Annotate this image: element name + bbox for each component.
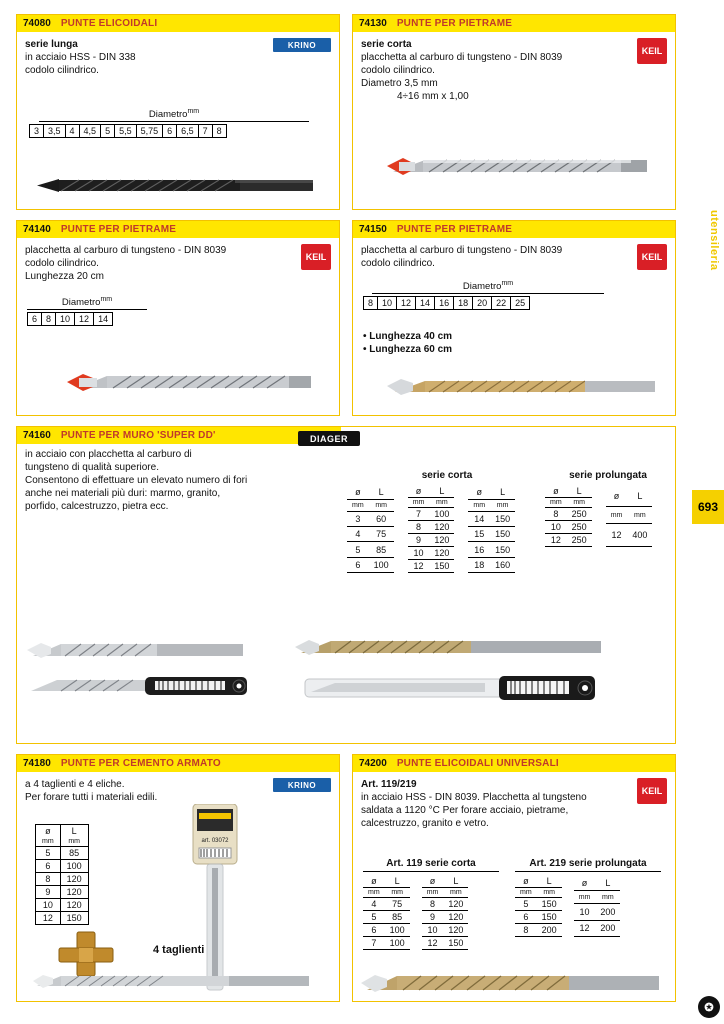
table-row: [36, 899, 89, 912]
box-body: [17, 238, 339, 415]
cell: 150: [537, 898, 562, 911]
cell: 120: [60, 886, 88, 899]
art219-group2: [574, 875, 621, 937]
product-code: 74130: [359, 18, 387, 29]
cell: 14: [468, 511, 490, 526]
table-header-row: [408, 485, 455, 498]
drill-bit-image: [361, 964, 661, 1004]
table-header-row: [468, 485, 515, 500]
box-header: [353, 755, 675, 772]
product-line-2: Consentono di effettuare un elevato numero di fori: [25, 475, 248, 486]
unit-length: mm: [627, 507, 652, 524]
page-number: 693: [692, 490, 724, 524]
product-line-2: codolo cilindrico.: [25, 65, 99, 76]
cell: 4,5: [79, 125, 101, 138]
unit-diameter: mm: [36, 837, 61, 847]
cell: 18: [454, 297, 473, 310]
cell: 3,5: [44, 125, 66, 138]
cell: 85: [369, 542, 394, 557]
cell: 120: [429, 521, 454, 534]
table-unit-row: [347, 500, 394, 512]
cell: 7: [363, 937, 385, 950]
drill-bit-image-4: [295, 669, 635, 709]
diameter-table: [29, 124, 227, 138]
cell: 8: [408, 521, 430, 534]
art119-group2: [422, 875, 469, 950]
product-line-1: codolo cilindrico.: [25, 258, 99, 269]
header-diameter: ø: [468, 485, 490, 500]
product-box-74150: [352, 220, 676, 416]
cell: 10: [574, 904, 596, 920]
cell: 3: [347, 511, 369, 526]
table-unit-row: [36, 837, 89, 847]
header-length: L: [385, 875, 410, 888]
cell: 250: [567, 508, 592, 521]
cell: 7: [408, 508, 430, 521]
cell: 5: [36, 847, 61, 860]
table-row: [363, 924, 410, 937]
unit-diameter: mm: [347, 500, 369, 512]
product-line-4: 4÷16 mm x 1,00: [397, 91, 469, 102]
cell: 75: [385, 898, 410, 911]
brand-logo-keil: KEIL: [637, 778, 667, 804]
cell: 10: [56, 313, 75, 326]
cell: 4: [363, 898, 385, 911]
unit-diameter: mm: [363, 888, 385, 898]
cell: 120: [60, 873, 88, 886]
drill-bit-image-1: [27, 634, 247, 670]
cell: 12: [408, 560, 430, 573]
art219-group1: [515, 875, 562, 937]
header-diameter: ø: [545, 485, 567, 498]
cell: 100: [429, 508, 454, 521]
table-row: [422, 911, 469, 924]
product-code: 74160: [23, 430, 51, 441]
header-diameter: ø: [408, 485, 430, 498]
cell: 3: [30, 125, 44, 138]
table-row: [363, 898, 410, 911]
unit-length: mm: [490, 500, 515, 512]
bullet-0: • Lunghezza 40 cm: [363, 331, 453, 342]
table-unit-row: [606, 507, 653, 524]
diameter-table: [27, 312, 113, 326]
cell: 150: [490, 527, 515, 542]
box-header: [17, 221, 339, 238]
cell: 15: [468, 527, 490, 542]
header-diameter: ø: [574, 875, 596, 891]
cell: 8: [422, 898, 444, 911]
diameter-table: [363, 296, 530, 310]
table-row: [28, 313, 113, 326]
drill-bit-image-2: [27, 669, 277, 707]
cell: 10: [422, 924, 444, 937]
cell: 85: [385, 911, 410, 924]
product-line-0: in acciaio HSS - DIN 8039. Placchetta al tungsteno: [361, 792, 587, 803]
table-unit-row: [574, 891, 621, 904]
side-bar: [692, 0, 724, 1024]
cell: 12: [545, 534, 567, 547]
header-diameter: ø: [515, 875, 537, 888]
cell: 150: [429, 560, 454, 573]
table-row: [36, 860, 89, 873]
unit-length: mm: [60, 837, 88, 847]
product-box-74200: [352, 754, 676, 1002]
table-row: [422, 937, 469, 950]
table-row: [363, 937, 410, 950]
cell: 85: [60, 847, 88, 860]
cell: 6: [363, 924, 385, 937]
product-code: 74200: [359, 758, 387, 769]
cell: 12: [397, 297, 416, 310]
table-row: [408, 521, 455, 534]
cell: 120: [443, 924, 468, 937]
cell: 12: [36, 912, 61, 925]
brand-logo-keil: KEIL: [637, 38, 667, 64]
table-title-art-219: Art. 219 serie prolungata: [515, 858, 661, 872]
cell: 10: [36, 899, 61, 912]
unit-diameter: mm: [606, 507, 628, 524]
product-line-0: placchetta al carburo di tungsteno - DIN 8039: [361, 245, 563, 256]
brand-logo-diager: DIAGER: [298, 431, 360, 446]
table-unit-row: [545, 498, 592, 508]
product-code: 74180: [23, 758, 51, 769]
header-length: L: [537, 875, 562, 888]
cell: 14: [94, 313, 113, 326]
serie-corta-group2: [408, 485, 455, 573]
cell: 100: [385, 937, 410, 950]
table-row: [574, 904, 621, 920]
unit-diameter: mm: [574, 891, 596, 904]
box-body: [17, 772, 339, 1001]
product-line-1: in acciaio HSS - DIN 338: [25, 52, 136, 63]
table-header-row: [545, 485, 592, 498]
drill-bit-image-3: [295, 629, 605, 669]
cell: 4: [347, 527, 369, 542]
cell: 12: [422, 937, 444, 950]
cell: 160: [490, 557, 515, 572]
unit-diameter: mm: [515, 888, 537, 898]
table-row: [347, 511, 394, 526]
table-row: [36, 873, 89, 886]
header-length: L: [627, 485, 652, 507]
cell: 6: [36, 860, 61, 873]
product-line-3: anche nei materiali più duri: marmo, granito,: [25, 488, 221, 499]
cell: 10: [545, 521, 567, 534]
cell: 150: [490, 542, 515, 557]
cell: 5: [515, 898, 537, 911]
unit-length: mm: [385, 888, 410, 898]
product-box-74140: [16, 220, 340, 416]
cell: 60: [369, 511, 394, 526]
table-row: [422, 898, 469, 911]
cell: 9: [408, 534, 430, 547]
product-title: PUNTE PER CEMENTO ARMATO: [60, 758, 221, 769]
table-row: [574, 920, 621, 937]
cell: 8: [212, 125, 226, 138]
box-body: [17, 32, 339, 209]
product-title: PUNTE ELICOIDALI UNIVERSALI: [396, 758, 559, 769]
cell: 6,5: [177, 125, 199, 138]
table-row: [36, 886, 89, 899]
product-title: PUNTE PER PIETRAME: [60, 224, 177, 235]
table-header-row: [347, 485, 394, 500]
table-row: [408, 534, 455, 547]
header-length: L: [490, 485, 515, 500]
box-body: [353, 238, 675, 415]
table-row: [30, 125, 227, 138]
table-row: [364, 297, 530, 310]
table-row: [545, 534, 592, 547]
table-row: [422, 924, 469, 937]
product-code: 74080: [23, 18, 51, 29]
cell: 150: [443, 937, 468, 950]
box-header: [17, 15, 339, 32]
serie-prolungata-group1: [545, 485, 592, 547]
cell: 16: [435, 297, 454, 310]
table-row: [408, 560, 455, 573]
header-length: L: [567, 485, 592, 498]
cell: 6: [28, 313, 42, 326]
cell: 5: [363, 911, 385, 924]
cell: 6: [163, 125, 177, 138]
cell: 100: [385, 924, 410, 937]
cell: 400: [627, 524, 652, 547]
cell: 12: [574, 920, 596, 937]
cell: 5,75: [136, 125, 163, 138]
cell: 8: [36, 873, 61, 886]
table-unit-row: [363, 888, 410, 898]
unit-length: mm: [567, 498, 592, 508]
product-line-2: Lunghezza 20 cm: [25, 271, 104, 282]
table-row: [347, 542, 394, 557]
cell: 120: [443, 898, 468, 911]
table-row: [347, 527, 394, 542]
table-row: [408, 547, 455, 560]
table-header-row: [515, 875, 562, 888]
product-line-1: placchetta al carburo di tungsteno - DIN 8039: [361, 52, 563, 63]
art119-group1: [363, 875, 410, 950]
drill-bit-image: [63, 360, 313, 404]
cell: 5,5: [115, 125, 137, 138]
dimension-table: [35, 824, 89, 925]
cell: 5: [101, 125, 115, 138]
table-caption: Diametro$^{mm}$: [363, 280, 613, 294]
product-box-74130: [352, 14, 676, 210]
section-label: utensileria: [708, 210, 720, 271]
brand-logo-krino: KRINO: [273, 778, 331, 792]
unit-diameter: mm: [468, 500, 490, 512]
cell: 120: [429, 547, 454, 560]
product-line-0: serie corta: [361, 39, 412, 50]
header-length: L: [443, 875, 468, 888]
box-header: [17, 427, 341, 444]
header-length: L: [369, 485, 394, 500]
box-header: [353, 15, 675, 32]
unit-length: mm: [369, 500, 394, 512]
table-row: [468, 511, 515, 526]
brand-logo-keil: KEIL: [637, 244, 667, 270]
product-line-1: saldata a 1120 °C Per forare acciaio, pietrame,: [361, 805, 569, 816]
cell: 20: [473, 297, 492, 310]
callout-label: 4 taglienti: [153, 944, 205, 956]
unit-diameter: mm: [408, 498, 430, 508]
cell: 200: [595, 904, 620, 920]
table-row: [515, 924, 562, 937]
box-header: [353, 221, 675, 238]
cell: 200: [537, 924, 562, 937]
table-row: [468, 527, 515, 542]
drill-bit-image: [385, 368, 661, 408]
product-title: PUNTE PER PIETRAME: [396, 224, 513, 235]
publisher-logo-icon: ✪: [698, 996, 720, 1018]
table-row: [515, 898, 562, 911]
product-code: 74140: [23, 224, 51, 235]
table-title-serie-prolungata: serie prolungata: [569, 470, 647, 481]
serie-prolungata-group2: [606, 485, 653, 547]
table-row: [468, 542, 515, 557]
product-line-2: codolo cilindrico.: [361, 65, 435, 76]
cell: 18: [468, 557, 490, 572]
product-line-0: in acciaio con placchetta al carburo di: [25, 449, 192, 460]
brand-logo-keil: KEIL: [301, 244, 331, 270]
cell: 100: [60, 860, 88, 873]
cell: 12: [75, 313, 94, 326]
table-header-row: [606, 485, 653, 507]
header-diameter: ø: [422, 875, 444, 888]
cell: 14: [416, 297, 435, 310]
cell: 9: [422, 911, 444, 924]
box-header: [17, 755, 339, 772]
cell: 25: [511, 297, 530, 310]
header-diameter: ø: [606, 485, 628, 507]
table-row: [36, 847, 89, 860]
article-title: Art. 119/219: [361, 779, 417, 790]
table-title-serie-corta: serie corta: [421, 470, 473, 481]
unit-length: mm: [443, 888, 468, 898]
product-line-1: codolo cilindrico.: [361, 258, 435, 269]
box-body: [353, 772, 675, 1001]
table-row: [468, 557, 515, 572]
product-line-2: calcestruzzo, granito e vetro.: [361, 818, 489, 829]
table-row: [408, 508, 455, 521]
table-row: [363, 911, 410, 924]
cell: 8: [364, 297, 378, 310]
table-caption: Diametro$^{mm}$: [29, 108, 319, 122]
product-box-74160: [16, 426, 676, 744]
cell: 6: [347, 557, 369, 572]
table-header-row: [363, 875, 410, 888]
table-row: [545, 508, 592, 521]
cell: 120: [429, 534, 454, 547]
table-unit-row: [408, 498, 455, 508]
svg-text:art. 03072: art. 03072: [201, 838, 229, 844]
product-line-4: porfido, calcestruzzo, pietra ecc.: [25, 501, 169, 512]
table-unit-row: [515, 888, 562, 898]
table-header-row: [574, 875, 621, 891]
table-row: [606, 524, 653, 547]
cell: 6: [515, 911, 537, 924]
header-length: L: [429, 485, 454, 498]
table-unit-row: [422, 888, 469, 898]
table-title-art-119: Art. 119 serie corta: [363, 858, 499, 872]
unit-length: mm: [595, 891, 620, 904]
serie-corta-group1: [347, 485, 394, 573]
product-line-0: a 4 taglienti e 4 eliche.: [25, 779, 125, 790]
table-row: [347, 557, 394, 572]
product-line-0: placchetta al carburo di tungsteno - DIN 8039: [25, 245, 227, 256]
unit-length: mm: [429, 498, 454, 508]
table-row: [515, 911, 562, 924]
product-line-3: Diametro 3,5 mm: [361, 78, 438, 89]
cell: 9: [36, 886, 61, 899]
header-length: L: [595, 875, 620, 891]
cell: 150: [60, 912, 88, 925]
cell: 5: [347, 542, 369, 557]
header-diameter: ø: [363, 875, 385, 888]
unit-diameter: mm: [422, 888, 444, 898]
cell: 250: [567, 534, 592, 547]
drill-bit-image: [35, 164, 315, 206]
cell: 120: [60, 899, 88, 912]
drill-bit-image: [33, 968, 313, 998]
header-diameter: ø: [347, 485, 369, 500]
product-box-74080: [16, 14, 340, 210]
blister-pack-image: [187, 804, 247, 994]
table-row: [545, 521, 592, 534]
product-title: PUNTE PER PIETRAME: [396, 18, 513, 29]
table-unit-row: [468, 500, 515, 512]
product-line-1: Per forare tutti i materiali edili.: [25, 792, 158, 803]
product-line-1: tungsteno di qualità superiore.: [25, 462, 159, 473]
cell: 200: [595, 920, 620, 937]
cell: 250: [567, 521, 592, 534]
cell: 150: [490, 511, 515, 526]
cell: 22: [492, 297, 511, 310]
cell: 16: [468, 542, 490, 557]
drill-bit-image: [381, 142, 651, 192]
header-length: L: [60, 825, 88, 838]
serie-corta-group3: [468, 485, 515, 573]
header-diameter: ø: [36, 825, 61, 838]
cell: 7: [198, 125, 212, 138]
table-caption: Diametro$^{mm}$: [27, 296, 147, 310]
product-title: PUNTE ELICOIDALI: [60, 18, 158, 29]
cell: 4: [65, 125, 79, 138]
cell: 8: [545, 508, 567, 521]
cell: 150: [537, 911, 562, 924]
table-header-row: [422, 875, 469, 888]
product-title: PUNTE PER MURO 'SUPER DD': [60, 430, 216, 441]
cell: 120: [443, 911, 468, 924]
bullet-1: • Lunghezza 60 cm: [363, 344, 453, 355]
cell: 12: [606, 524, 628, 547]
brand-logo-krino: KRINO: [273, 38, 331, 52]
cell: 8: [515, 924, 537, 937]
unit-length: mm: [537, 888, 562, 898]
cell: 8: [42, 313, 56, 326]
table-header-row: [36, 825, 89, 838]
box-body: [353, 32, 675, 209]
cell: 75: [369, 527, 394, 542]
product-line-0: serie lunga: [25, 39, 78, 50]
cell: 10: [408, 547, 430, 560]
cell: 100: [369, 557, 394, 572]
product-code: 74150: [359, 224, 387, 235]
product-box-74180: [16, 754, 340, 1002]
unit-diameter: mm: [545, 498, 567, 508]
cell: 10: [378, 297, 397, 310]
